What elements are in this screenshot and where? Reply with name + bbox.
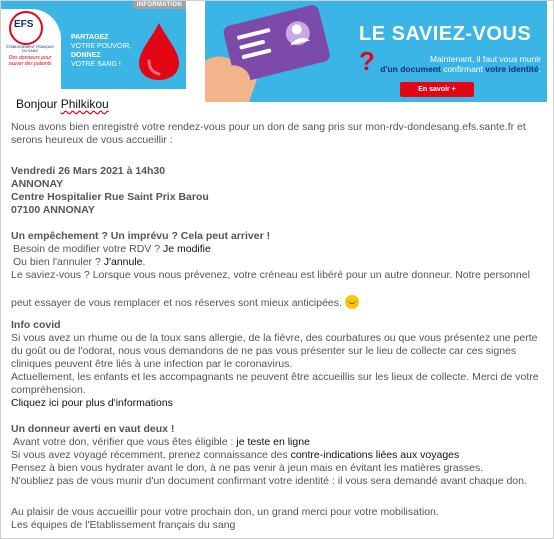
learn-more-button[interactable]: En savoir +: [400, 82, 474, 97]
closing-line-1: Au plaisir de vous accueillir pour votre prochain don, un grand merci pour votre mobilisation.: [11, 506, 439, 518]
recipient-name: Philkikou: [60, 97, 109, 111]
pitch-line-1: PARTAGEZ: [71, 34, 109, 41]
change-section: [11, 230, 551, 310]
travel-line: [11, 449, 551, 462]
warned-section: [11, 423, 551, 488]
appointment-postal: 07100 ANNONAY: [11, 204, 95, 216]
pitch-line-4: VOTRE SANG !: [71, 61, 121, 68]
smiley-icon: [345, 295, 359, 309]
appointment-place: Centre Hospitalier Rue Saint Prix Barou: [11, 191, 209, 203]
id-notice: [345, 54, 541, 74]
cancel-question: Ou bien l'annuler ?: [13, 256, 104, 268]
modify-link[interactable]: Je modifie: [162, 243, 211, 255]
change-title: Un empêchement ? Un imprévu ? Cela peut arriver !: [11, 230, 271, 242]
travel-text: Si vous avez voyagé récemment, prenez connaissance des: [11, 449, 291, 461]
banner-share-your-power[interactable]: [1, 1, 186, 89]
travel-contraindications-link[interactable]: contre-indications liées aux voyages: [290, 449, 460, 461]
efs-logo-subtitle: ÉTABLISSEMENT FRANÇAIS DU SANG: [6, 45, 54, 53]
id-notice-document: d'un document: [380, 64, 441, 74]
appointment-details: [11, 165, 551, 217]
warned-title: Un donneur averti en vaut deux !: [11, 423, 175, 435]
intro-paragraph: Nous avons bien enregistré votre rendez-vous pour un don de sang pris sur mon-rdv-dondesang.efs.sante.fr et serons heureux de vous accueillir :: [11, 121, 526, 146]
slot-notice: Le saviez-vous ? Lorsque vous nous prévenez, votre créneau est libéré pour un autre donneur. Notre personnel: [11, 269, 530, 281]
identity-line: N'oubliez pas de vous munir d'un document confirmant votre identité : il vous sera demandé avant chaque don.: [11, 475, 527, 487]
question-mark-icon: ?: [359, 46, 376, 76]
id-notice-identity: votre identité: [485, 64, 539, 74]
hydration-line: Pensez à bien vous hydrater avant le don, à ne pas venir à jeun mais en évitant les matières grasses.: [11, 462, 484, 474]
covid-paragraph-1: Si vous avez un rhume ou de la toux sans allergie, de la fièvre, des courbatures ou que vous présentez une perte du goût ou de l'odorat, nous vous demandons de ne pas vous présenter sur le lieu de collecte car ces signes cliniques peuvent être liés à une infection par le coronavirus.: [11, 332, 538, 370]
headline-text: LE SAVIEZ-VOUS: [359, 23, 532, 45]
covid-info-link[interactable]: Cliquez ici pour plus d'informations: [11, 397, 173, 409]
online-test-link[interactable]: je teste en ligne: [236, 436, 310, 448]
slot-notice-2: [11, 295, 551, 310]
cancel-line: [11, 256, 551, 269]
modify-line: [11, 243, 551, 256]
efs-logo-text: EFS: [14, 19, 34, 30]
closing-section: [11, 506, 551, 532]
banner-did-you-know[interactable]: [205, 1, 547, 102]
efs-logo: [1, 9, 61, 89]
covid-title: Info covid: [11, 319, 61, 331]
eligibility-text: Avant votre don, vérifier que vous êtes éligible :: [13, 436, 237, 448]
covid-section: [11, 319, 551, 410]
greeting: [16, 97, 109, 111]
id-notice-period: .: [538, 64, 541, 74]
id-notice-line-1: Maintenant, il faut vous munir: [429, 54, 541, 64]
efs-slogan: Des donneurs pour sauver des patients: [8, 55, 52, 67]
greeting-text: Bonjour: [16, 97, 61, 111]
pitch-line-2: VOTRE POUVOIR,: [71, 43, 132, 50]
id-notice-connector: confirmant: [440, 64, 486, 74]
slot-notice-2-text: peut essayer de vous remplacer et nos réserves sont mieux anticipées.: [11, 297, 342, 309]
modify-question: Besoin de modifier votre RDV ?: [13, 243, 163, 255]
banner-pitch: [71, 33, 131, 69]
eligibility-line: [11, 436, 551, 449]
pitch-line-3: DONNEZ: [71, 52, 101, 59]
covid-paragraph-2: Actuellement, les enfants et les accompagnants ne peuvent être accueillis sur les lieux de collecte. Merci de votre compréhension.: [11, 371, 539, 396]
information-tag: INFORMATION: [133, 1, 186, 9]
cancel-link[interactable]: J'annule: [103, 256, 143, 268]
id-card-hand-icon: [205, 1, 330, 102]
email-body: [11, 121, 551, 532]
appointment-city: ANNONAY: [11, 178, 64, 190]
blood-drop-icon: [137, 21, 181, 81]
closing-signature: Les équipes de l'Etablissement français du sang: [11, 519, 236, 531]
cancel-period: .: [142, 256, 146, 268]
appointment-date: Vendredi 26 Mars 2021 à 14h30: [11, 165, 166, 177]
